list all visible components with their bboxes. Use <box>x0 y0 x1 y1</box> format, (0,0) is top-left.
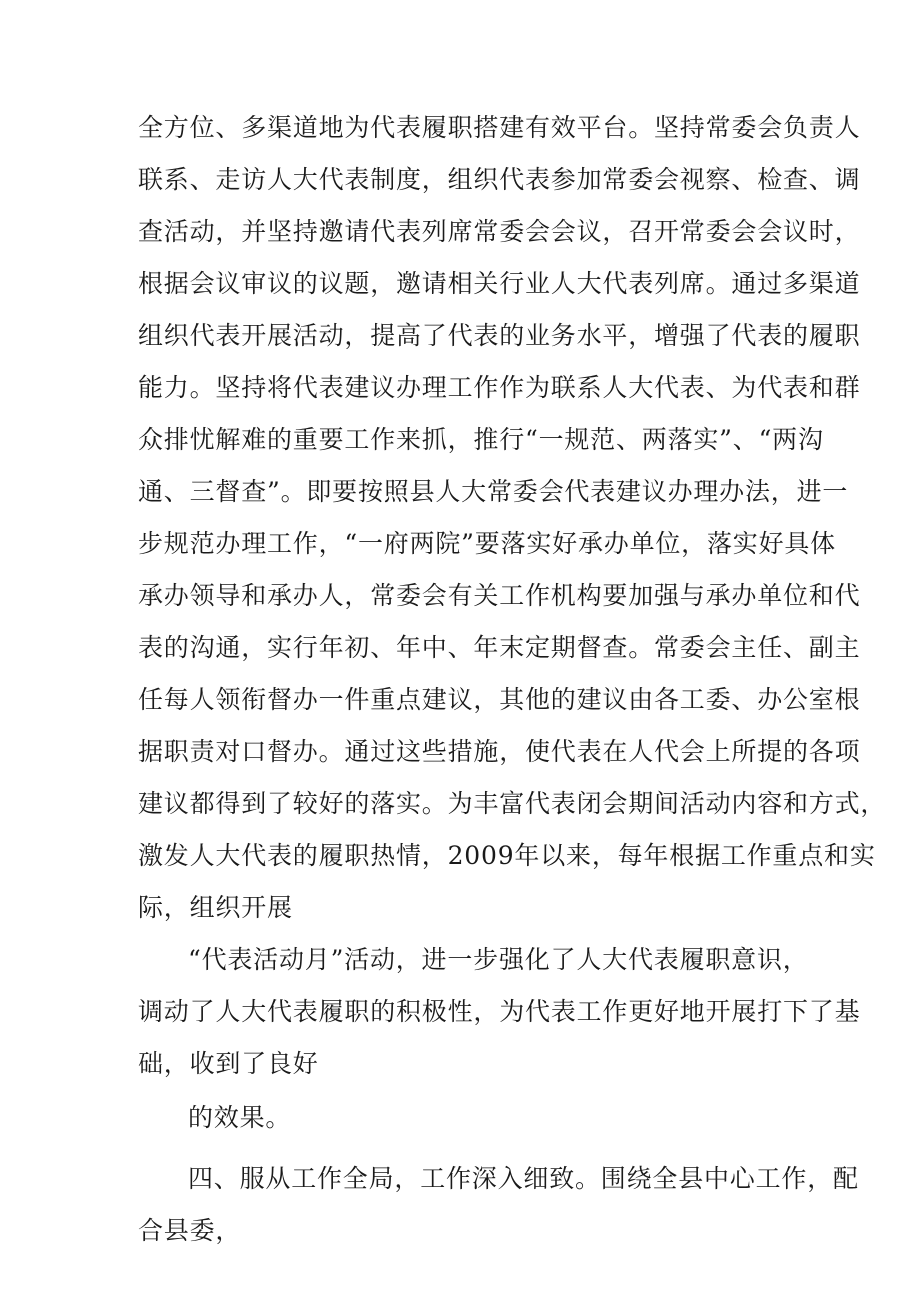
text-line: 任每人领衔督办一件重点建议，其他的建议由各工委、办公室根 <box>138 685 861 714</box>
text-line: 通、三督查”。即要按照县人大常委会代表建议办理办法，进一 <box>138 477 849 506</box>
text-line: 表的沟通，实行年初、年中、年末定期督查。常委会主任、副主 <box>138 633 861 662</box>
text-line: 的效果。 <box>188 1103 292 1132</box>
text-line: 四、服从工作全局，工作深入细致。围绕全县中心工作，配 <box>188 1164 859 1193</box>
text-line: 据职责对口督办。通过这些措施，使代表在人代会上所提的各项 <box>138 737 861 766</box>
text-line: 根据会议审议的议题，邀请相关行业人大代表列席。通过多渠道 <box>138 269 861 298</box>
text-line: 础，收到了良好 <box>138 1049 319 1078</box>
text-line: 合县委， <box>138 1216 242 1245</box>
text-line: 际，组织开展 <box>138 893 293 922</box>
text-line: 联系、走访人大代表制度，组织代表参加常委会视察、检查、调 <box>138 165 861 194</box>
text-line: “代表活动月”活动，进一步强化了人大代表履职意识， <box>188 945 809 974</box>
text-line: 激发人大代表的履职热情，2009年以来，每年根据工作重点和实 <box>138 841 876 870</box>
text-line: 步规范办理工作，“一府两院”要落实好承办单位，落实好具体 <box>138 529 836 558</box>
text-line: 能力。坚持将代表建议办理工作作为联系人大代表、为代表和群 <box>138 373 861 402</box>
text-line: 组织代表开展活动，提高了代表的业务水平，增强了代表的履职 <box>138 321 861 350</box>
text-line: 众排忧解难的重要工作来抓，推行“一规范、两落实”、“两沟 <box>138 425 824 454</box>
text-line: 查活动，并坚持邀请代表列席常委会会议，召开常委会会议时， <box>138 217 861 246</box>
text-line: 全方位、多渠道地为代表履职搭建有效平台。坚持常委会负责人 <box>138 113 861 142</box>
text-line: 调动了人大代表履职的积极性，为代表工作更好地开展打下了基 <box>138 997 861 1026</box>
text-line: 建议都得到了较好的落实。为丰富代表闭会期间活动内容和方式， <box>138 789 887 818</box>
text-line: 承办领导和承办人，常委会有关工作机构要加强与承办单位和代 <box>138 581 861 610</box>
